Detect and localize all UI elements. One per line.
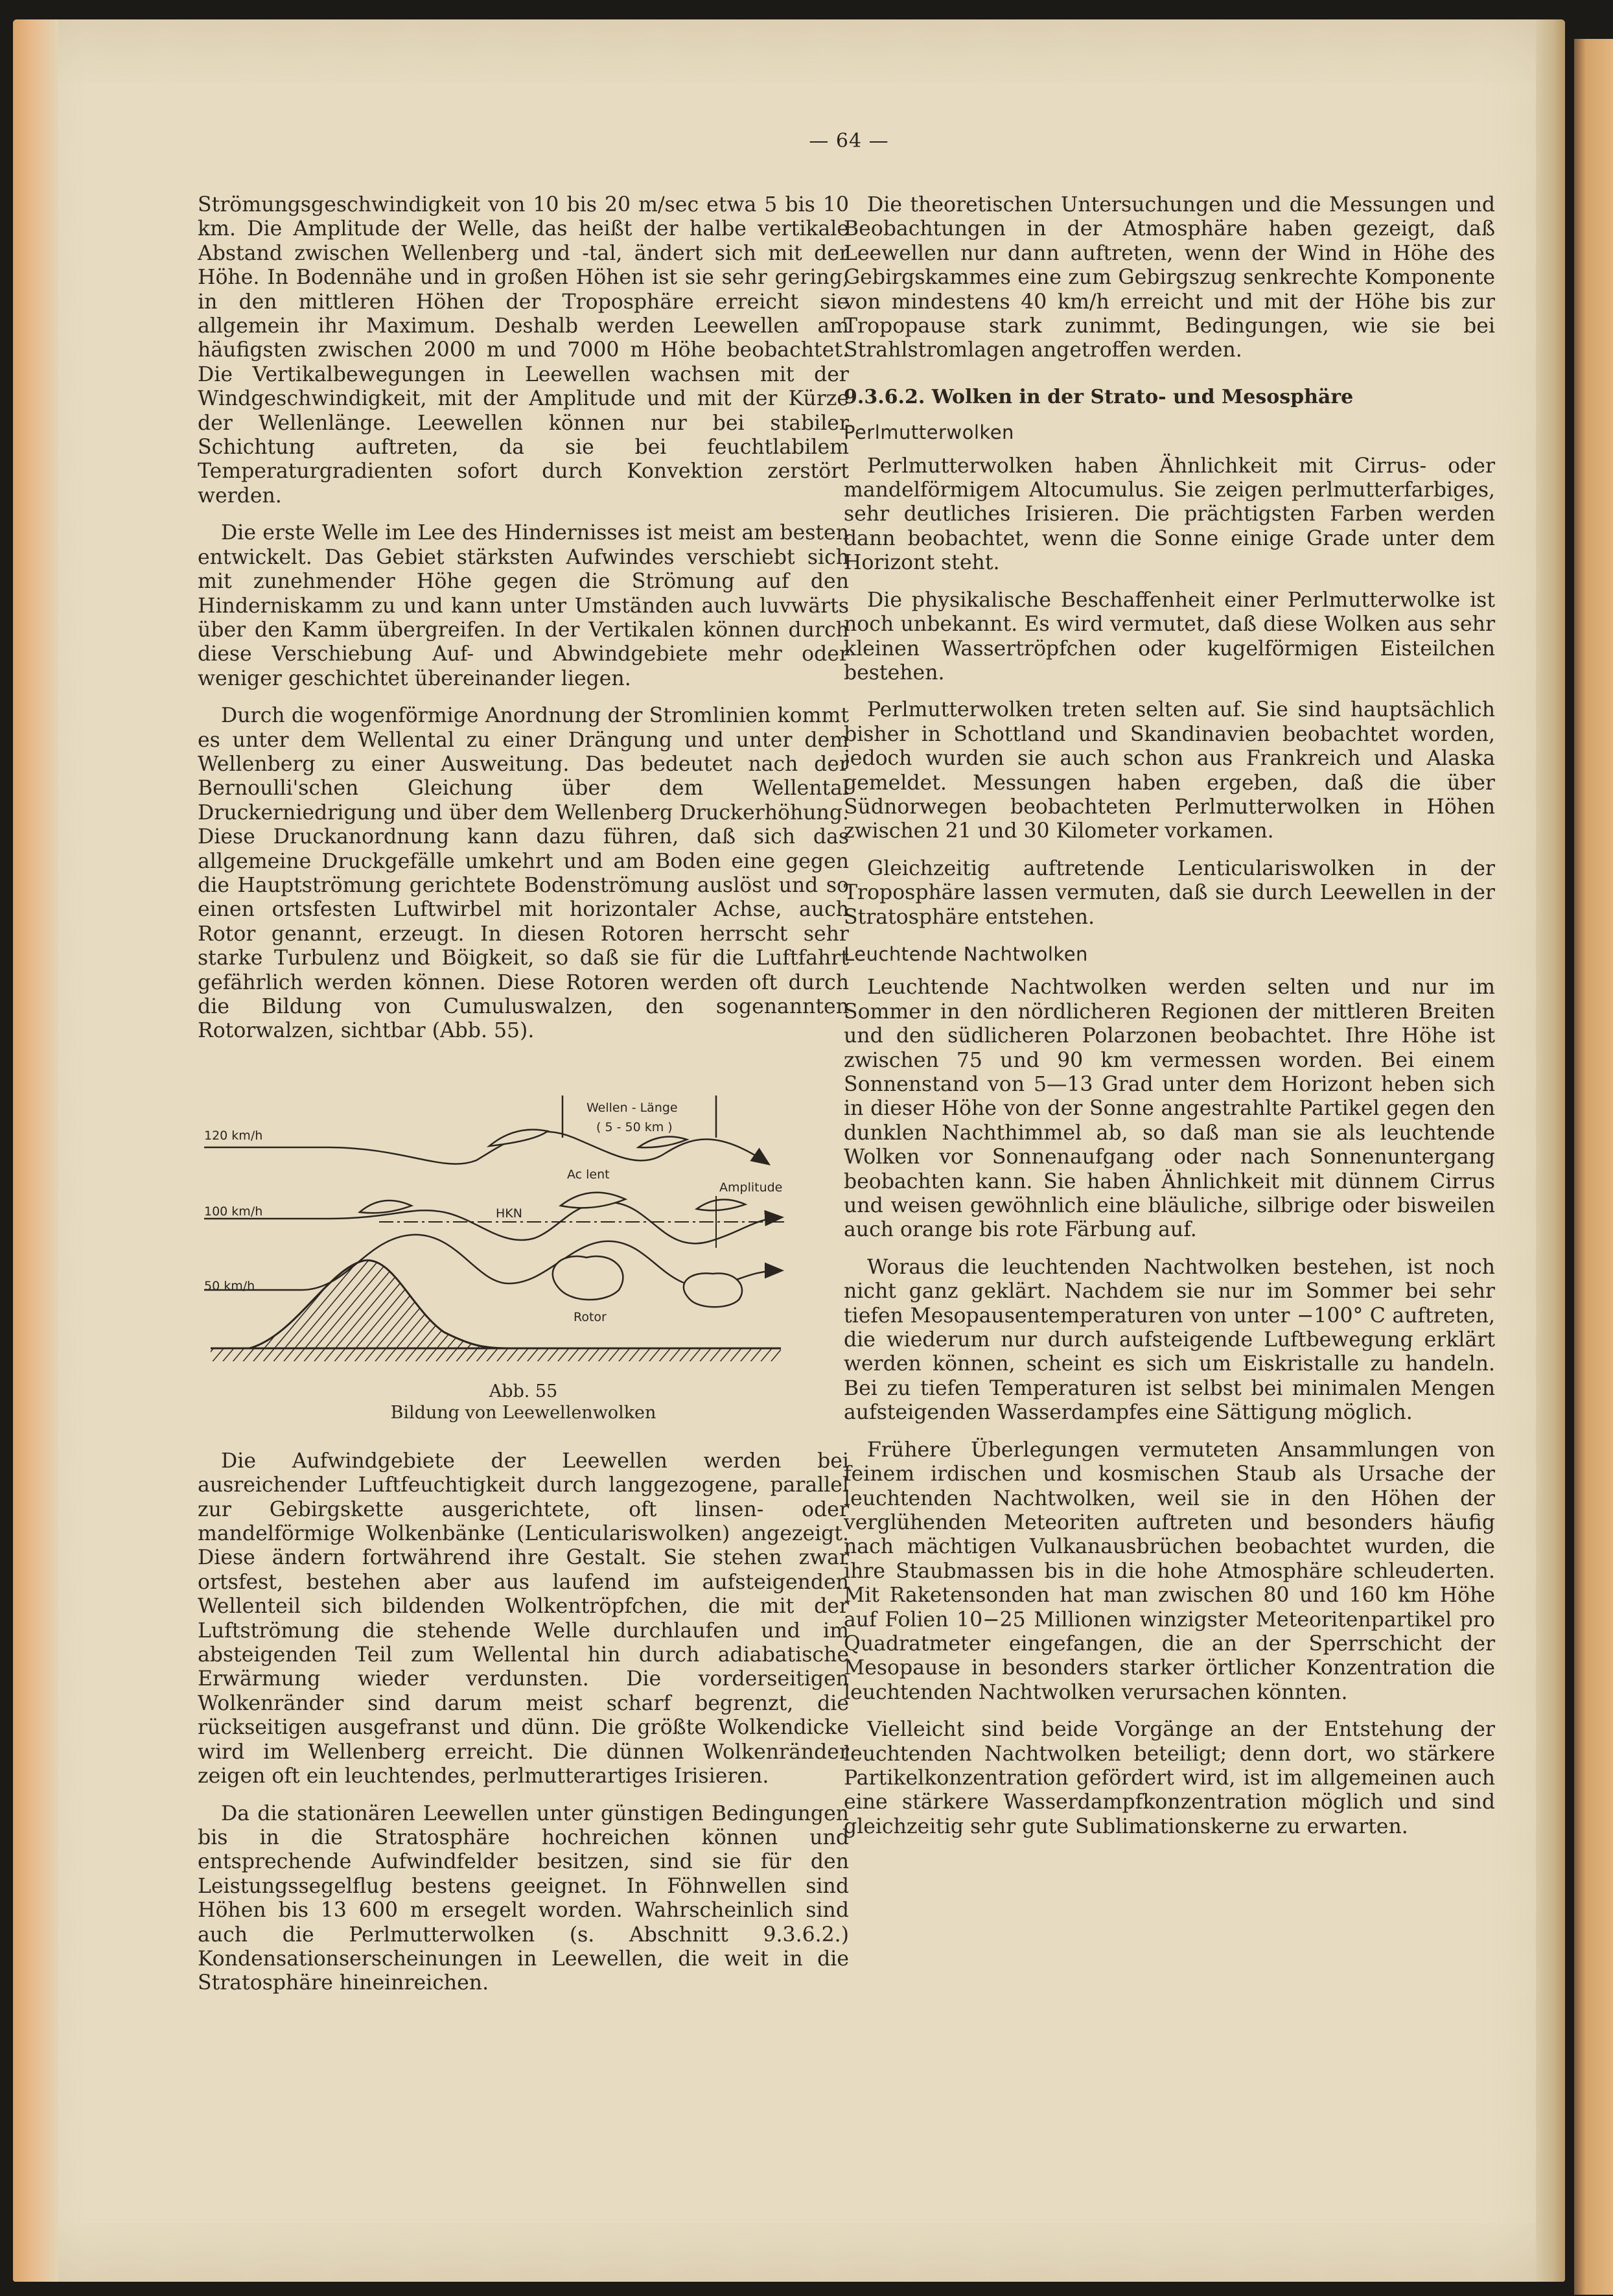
nachtwolken-paragraph-2: Woraus die leuchtenden Nachtwolken bestehen, ist noch nicht ganz geklärt. Nachdem sie nur im Sommer bei sehr tiefen Mesopausentemperaturen von unter −100° C auftreten, die wiederum nur durch aufsteigende Luftbewegung erklärt werden können, scheint es sich um Eiskristalle zu handeln. Bei zu tiefen Temperaturen ist selbst bei minimalen Mengen aufsteigenden Wasserdampfes eine Sättigung möglich. bbox=[844, 1255, 1495, 1425]
mountain bbox=[249, 1260, 509, 1348]
nachtwolken-paragraph-3: Frühere Überlegungen vermuteten Ansammlungen von feinem irdischen und kosmischen Staub als Ursache der leuchtenden Nachtwolken, weil sie in den Höhen der verglühenden Meteoriten auftreten und besonders häufig nach mächtigen Vulkanausbrüchen beobachtet wurden, die ihre Staubmassen bis in die hohe Atmosphäre schleuderten. Mit Raketensonden hat man zwischen 80 und 160 km Höhe auf Folien 10−25 Millionen winzigster Meteoritenpartikel pro Quadratmeter eingefangen, die an der Sperrschicht der Mesopause in besonders starker örtlicher Konzentration die leuchtenden Nachtwolken verursachen könnten. bbox=[844, 1438, 1495, 1704]
figure-caption-number: Abb. 55 bbox=[489, 1381, 558, 1401]
page-number: — 64 — bbox=[809, 130, 889, 152]
hkn-label: HKN bbox=[496, 1206, 522, 1221]
speed-label-120: 120 km/h bbox=[204, 1128, 263, 1143]
nachtwolken-paragraph-4: Vielleicht sind beide Vorgänge an der Entstehung der leuchtenden Nachtwolken beteiligt; denn dort, wo stärkere Partikelkonzentration gefördert wird, ist im allgemeinen auch eine stärkere Wasserdampfkonzentration möglich und sind gleichzeitig sehr gute Sublimationskerne zu erwarten. bbox=[844, 1718, 1495, 1838]
ac-lent-label: Ac lent bbox=[567, 1167, 610, 1182]
left-paragraph-4: Die Aufwindgebiete der Leewellen werden bei ausreichender Luftfeuchtigkeit durch langgezogene, parallel zur Gebirgskette ausgerichtete, oft linsen- oder mandelförmige Wolkenbänke (Lenticulariswolken) angezeigt. Diese ändern fortwährend ihre Gestalt. Sie stehen zwar ortsfest, bestehen aber aus laufend im aufsteigenden Wellenteil sich bildenden Wolkentröpfchen, die mit der Luftströmung die stehende Welle durchlaufen und im absteigenden Teil zum Wellental hin durch adiabatische Erwärmung wieder verdunsten. Die vorderseitigen Wolkenränder sind darum meist scharf begrenzt, die rückseitigen ausgefranst und dünn. Die größte Wolkendicke wird im Wellenberg erreicht. Die dünnen Wolkenränder zeigen oft ein leuchtendes, perlmutterartiges Irisieren. bbox=[198, 1449, 849, 1788]
page-edge-right bbox=[1536, 19, 1565, 2282]
left-paragraph-5: Da die stationären Leewellen unter günstigen Bedingungen bis in die Stratosphäre hochreichen können und entsprechende Aufwindfelder besitzen, sind sie für den Leistungssegelflug bestens geeignet. In Föhnwellen sind Höhen bis 13 600 m ersegelt worden. Wahrscheinlich sind auch die Perlmutterwolken (s. Abschnitt 9.3.6.2.) Kondensationserscheinungen in Leewellen, die weit in die Stratosphäre hineinreichen. bbox=[198, 1801, 849, 1995]
left-paragraph-1: Strömungsgeschwindigkeit von 10 bis 20 m/sec etwa 5 bis 10 km. Die Amplitude der Welle, das heißt der halbe vertikale Abstand zwischen Wellenberg und -tal, ändert sich mit der Höhe. In Bodennähe und in großen Höhen ist sie sehr gering, in den mittleren Höhen der Troposphäre erreicht sie allgemein ihr Maximum. Deshalb werden Leewellen am häufigsten zwischen 2000 m und 7000 m Höhe beobachtet. Die Vertikalbewegungen in Leewellen wachsen mit der Windgeschwindigkeit, mit der Amplitude und mit der Kürze der Wellenlänge. Leewellen können nur bei stabiler Schichtung auftreten, da sie bei feuchtlabilem Temperaturgradienten sofort durch Konvektion zerstört werden. bbox=[198, 193, 849, 508]
speed-label-100: 100 km/h bbox=[204, 1204, 263, 1219]
figure-lee-wave-diagram bbox=[198, 1076, 849, 1381]
wavelength-label: Wellen - Länge bbox=[586, 1100, 678, 1115]
lee-wave-diagram bbox=[198, 1076, 849, 1381]
right-intro-paragraph: Die theoretischen Untersuchungen und die Messungen und Beobachtungen in der Atmosphäre haben gezeigt, daß Leewellen nur dann auftreten, wenn der Wind in Höhe des Gebirgskammes eine zum Gebirgszug senkrechte Komponente von mindestens 40 km/h erreicht und mit der Höhe bis zur Tropopause stark zunimmt, Bedingungen, wie sie bei Strahlstromlagen angetroffen werden. bbox=[844, 193, 1495, 362]
nachtwolken-paragraph-1: Leuchtende Nachtwolken werden selten und nur im Sommer in den nördlicheren Regionen der mittleren Breiten und den südlicheren Polarzonen beobachtet. Ihre Höhe ist zwischen 75 und 90 km vermessen worden. Bei einem Sonnenstand von 5—13 Grad unter dem Horizont heben sich in dieser Höhe von der Sonne angestrahlte Partikel gegen den dunklen Nachthimmel ab, so daß man sie als leuchtende Wolken vor Sonnenaufgang oder nach Sonnenuntergang beobachten kann. Sie haben Ähnlichkeit mit dünnem Cirrus und weisen gewöhnlich eine bläuliche, silbrige oder bisweilen auch orange bis rote Färbung auf. bbox=[844, 976, 1495, 1242]
perlmutter-paragraph-1: Perlmutterwolken haben Ähnlichkeit mit Cirrus- oder mandelförmigem Altocumulus. Sie zeigen perlmutterfarbiges, sehr deutliches Irisieren. Die prächtigsten Farben werden dann beobachtet, wenn die Sonne einige Grade unter dem Horizont steht. bbox=[844, 454, 1495, 575]
left-paragraph-2: Die erste Welle im Lee des Hindernisses ist meist am besten entwickelt. Das Gebiet stärksten Aufwindes verschiebt sich mit zunehmender Höhe gegen die Strömung auf den Hinderniskamm zu und kann unter Umständen auch luvwärts über den Kamm übergreifen. In der Vertikalen können durch diese Verschiebung Auf- und Abwindgebiete mehr oder weniger geschichtet übereinander liegen. bbox=[198, 521, 849, 690]
subheading-nachtwolken: Leuchtende Nachtwolken bbox=[844, 943, 1088, 965]
section-heading: 9.3.6.2. Wolken in der Strato- und Mesosphäre bbox=[844, 385, 1354, 408]
wavelength-range-label: ( 5 - 50 km ) bbox=[596, 1119, 673, 1134]
figure-caption-title: Bildung von Leewellenwolken bbox=[390, 1402, 656, 1423]
ground bbox=[211, 1348, 781, 1361]
perlmutter-paragraph-3: Perlmutterwolken treten selten auf. Sie sind hauptsächlich bisher in Schottland und Skandinavien beobachtet worden, jedoch wurden sie auch schon aus Frankreich und Alaska gemeldet. Messungen haben ergeben, daß die über Südnorwegen beobachteten Perlmutterwolken in Höhen zwischen 21 und 30 Kilometer vorkamen. bbox=[844, 698, 1495, 843]
rotor-cloud-1 bbox=[553, 1256, 623, 1300]
speed-label-50: 50 km/h bbox=[204, 1278, 255, 1293]
perlmutter-paragraph-4: Gleichzeitig auftretende Lenticulariswolken in der Troposphäre lassen vermuten, daß sie durch Leewellen in der Stratosphäre entstehen. bbox=[844, 856, 1495, 929]
left-column bbox=[198, 193, 849, 2009]
page-edge-left bbox=[13, 19, 58, 2282]
figure-caption bbox=[198, 1381, 849, 1423]
rotor-cloud-2 bbox=[684, 1273, 742, 1307]
streamline-top bbox=[204, 1128, 768, 1164]
right-column bbox=[844, 193, 1495, 1852]
subheading-perlmutterwolken: Perlmutterwolken bbox=[844, 421, 1014, 444]
streamline-mid bbox=[204, 1202, 781, 1243]
amplitude-label: Amplitude bbox=[719, 1180, 783, 1195]
adjacent-page-edge bbox=[1574, 39, 1613, 2295]
left-paragraph-3: Durch die wogenförmige Anordnung der Stromlinien kommt es unter dem Wellental zu einer Drängung und unter dem Wellenberg zu einer Ausweitung. Das bedeutet nach der Bernoulli'schen Gleichung über dem Wellental Druckerniedrigung und über dem Wellenberg Druckerhöhung. Diese Druckanordnung kann dazu führen, daß sich das allgemeine Druckgefälle umkehrt und am Boden eine gegen die Hauptströmung gerichtete Bodenströmung auslöst und so einen ortsfesten Luftwirbel mit horizontaler Achse, auch Rotor genannt, erzeugt. In diesen Rotoren herrscht sehr starke Turbulenz und Böigkeit, so daß sie für die Luftfahrt gefährlich werden können. Diese Rotoren werden oft durch die Bildung von Cumuluswalzen, den sogenannten Rotorwalzen, sichtbar (Abb. 55). bbox=[198, 704, 849, 1043]
rotor-label: Rotor bbox=[574, 1309, 607, 1324]
perlmutter-paragraph-2: Die physikalische Beschaffenheit einer Perlmutterwolke ist noch unbekannt. Es wird vermutet, daß diese Wolken aus sehr kleinen Wassertröpfchen oder kugelförmigen Eisteilchen bestehen. bbox=[844, 588, 1495, 685]
